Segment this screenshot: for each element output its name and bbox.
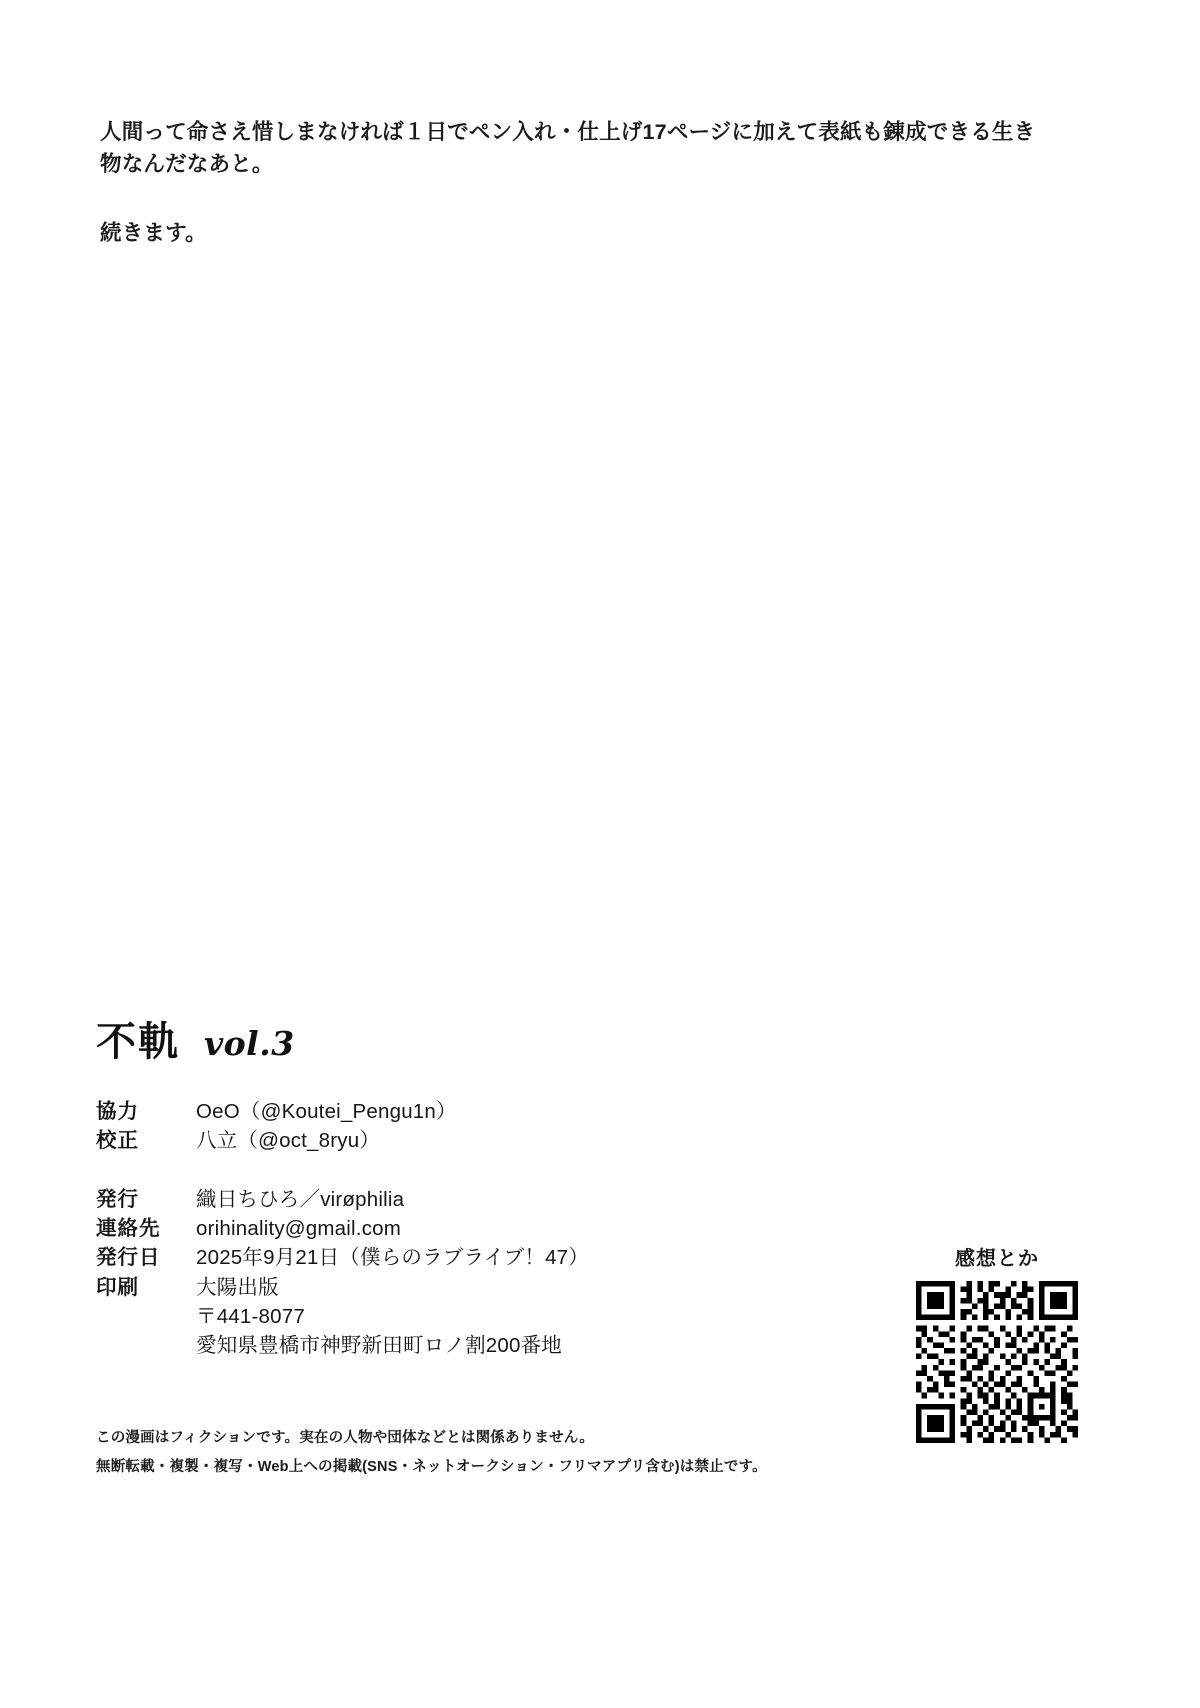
credit-label: 校正 xyxy=(96,1129,139,1153)
printer-street-address: 愛知県豊橋市神野新田町ロノ割200番地 xyxy=(196,1333,563,1357)
credit-label: 印刷 xyxy=(96,1275,139,1299)
credits-divider-space xyxy=(96,1155,856,1181)
feedback-qr-block xyxy=(912,1242,1082,1443)
credit-value: OeO（@Koutei_Pengu1n） xyxy=(196,1100,457,1123)
credit-label: 発行 xyxy=(96,1188,139,1212)
qr-caption: 感想とか xyxy=(955,1248,1039,1270)
afterword-block xyxy=(100,116,1040,249)
afterword-paragraph-1: 人間って命さえ惜しまなければ１日でペン入れ・仕上げ17ページに加えて表紙も錬成できる生き物なんだなあと。 xyxy=(100,120,1036,177)
credit-row xyxy=(96,1214,856,1243)
credit-label: 連絡先 xyxy=(96,1217,161,1241)
credit-row xyxy=(96,1126,856,1155)
credit-value: 織日ちひろ／virøphilia xyxy=(196,1188,405,1212)
credits-staff-list xyxy=(96,1097,856,1155)
fiction-disclaimer: この漫画はフィクションです。実在の人物や団体などとは関係ありません。 xyxy=(96,1430,595,1446)
work-title xyxy=(96,1010,856,1067)
credit-value: 大陽出版 xyxy=(196,1275,279,1299)
credit-value-email[interactable]: orihinality@gmail.com xyxy=(196,1217,402,1241)
afterword-paragraph-2: 続きます。 xyxy=(100,220,207,245)
credit-row xyxy=(96,1185,856,1214)
work-title-volume: vol.3 xyxy=(204,1024,295,1063)
credit-row xyxy=(96,1097,856,1126)
credit-row xyxy=(96,1273,856,1302)
credit-label: 発行日 xyxy=(96,1246,161,1270)
credit-value: 2025年9月21日（僕らのラブライブ！47） xyxy=(196,1246,589,1270)
footer-notice-block xyxy=(96,1426,996,1484)
credit-row xyxy=(96,1243,856,1272)
printer-address-row xyxy=(96,1302,856,1331)
printer-address-row xyxy=(96,1331,856,1360)
credits-publication-list xyxy=(96,1185,856,1360)
work-title-main: 不軌 xyxy=(96,1018,180,1065)
qr-code-icon[interactable] xyxy=(916,1281,1078,1443)
colophon-block xyxy=(96,1010,856,1360)
credit-value: 八立（@oct_8ryu） xyxy=(196,1129,381,1153)
credit-label: 協力 xyxy=(96,1100,139,1123)
printer-postal-code: 〒441-8077 xyxy=(196,1304,305,1328)
reproduction-prohibited-notice: 無断転載・複製・複写・Web上への掲載(SNS・ネットオークション・フリマアプリ含む)は禁止です。 xyxy=(96,1459,767,1475)
